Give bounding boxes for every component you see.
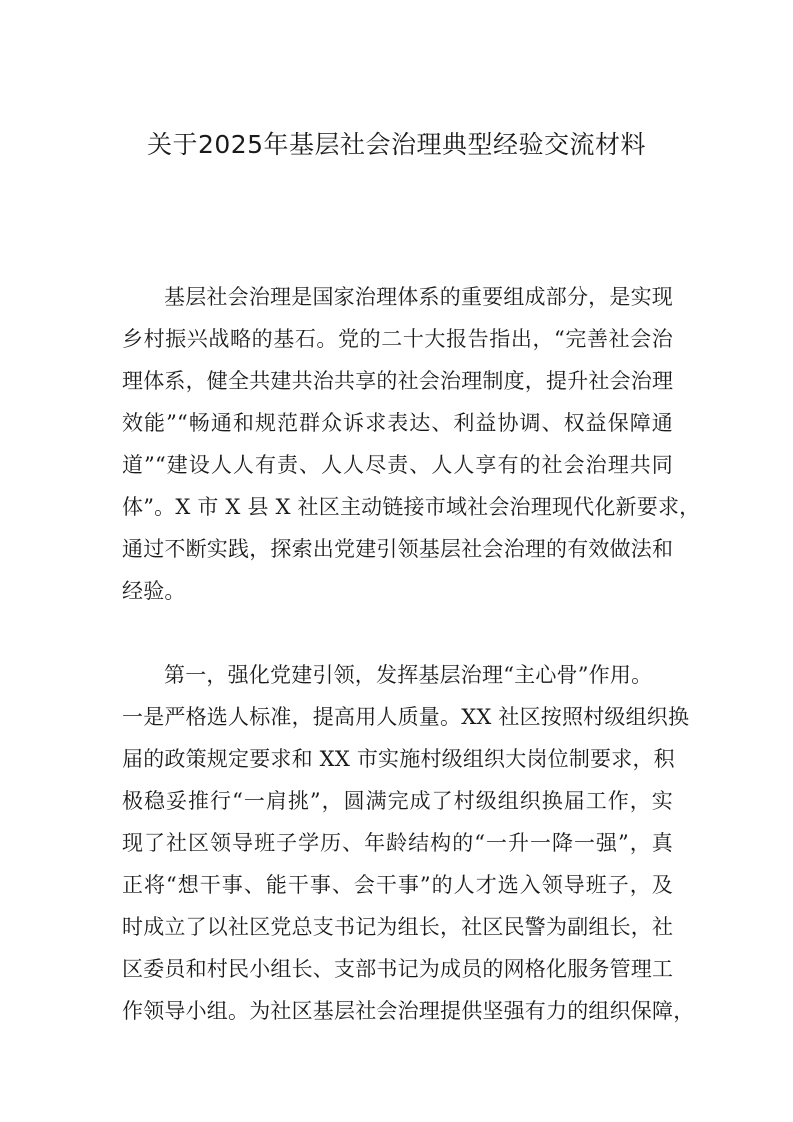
- paragraph-2-line-5: 现了社区领导班子学历、年龄结构的“一升一降一强”，真: [122, 831, 673, 855]
- paragraph-2-line-2: 一是严格选人标准，提高用人质量。XX 社区按照村级组织换: [122, 705, 690, 729]
- paragraph-2-line-4: 极稳妥推行“一肩挑”，圆满完成了村级组织换届工作，实: [122, 789, 673, 813]
- paragraph-1-line-8: 经验。: [122, 579, 186, 603]
- paragraph-1-line-5: 道”“建设人人有责、人人尽责、人人享有的社会治理共同: [122, 453, 673, 477]
- paragraph-1-line-1: 基层社会治理是国家治理体系的重要组成部分，是实现: [164, 285, 673, 309]
- paragraph-1-line-7: 通过不断实践，探索出党建引领基层社会治理的有效做法和: [122, 537, 674, 561]
- paragraph-2-line-6: 正将“想干事、能干事、会干事”的人才选入领导班子，及: [122, 873, 673, 897]
- paragraph-2-line-1: 第一，强化党建引领，发挥基层治理“主心骨”作用。: [164, 663, 653, 687]
- paragraph-2-line-9: 作领导小组。为社区基层社会治理提供坚强有力的组织保障，: [122, 999, 695, 1023]
- document-title: 关于2025年基层社会治理典型经验交流材料: [146, 130, 647, 159]
- paragraph-1-line-4: 效能”“畅通和规范群众诉求表达、利益协调、权益保障通: [122, 411, 673, 435]
- paragraph-2-line-7: 时成立了以社区党总支书记为组长，社区民警为副组长，社: [122, 915, 674, 939]
- paragraph-1-line-6: 体”。X 市 X 县 X 社区主动链接市域社会治理现代化新要求，: [122, 495, 701, 519]
- paragraph-1-line-3: 理体系，健全共建共治共享的社会治理制度，提升社会治理: [122, 369, 674, 393]
- paragraph-1-line-2: 乡村振兴战略的基石。党的二十大报告指出，“完善社会治: [122, 327, 673, 351]
- paragraph-2-line-8: 区委员和村民小组长、支部书记为成员的网格化服务管理工: [122, 957, 674, 981]
- paragraph-2-line-3: 届的政策规定要求和 XX 市实施村级组织大岗位制要求，积: [122, 747, 675, 771]
